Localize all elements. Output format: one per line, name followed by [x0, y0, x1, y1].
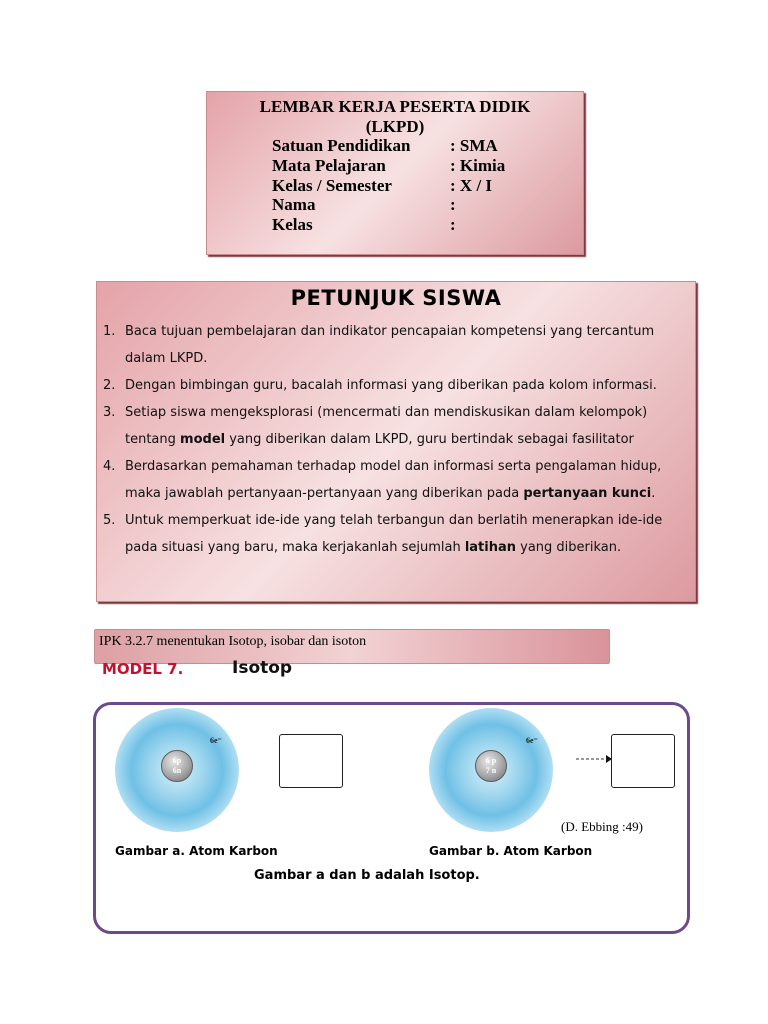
source-citation: (D. Ebbing :49): [561, 819, 643, 834]
lkpd-header-box: [206, 91, 584, 255]
item-text-bold: model: [180, 432, 226, 447]
model-label: MODEL 7.: [102, 660, 184, 678]
instructions-list: [103, 318, 688, 561]
atom-a-nucleus: [161, 750, 193, 782]
isotope-statement: Gambar a dan b adalah Isotop.: [254, 868, 480, 883]
header-row-mapel: [272, 156, 505, 176]
lkpd-subtitle: (LKPD): [365, 117, 425, 136]
item-text-post: .: [651, 486, 656, 501]
arrow-icon: [574, 752, 614, 766]
item-number: 2.: [103, 378, 116, 393]
header-row-kelas: [272, 215, 456, 235]
item-number: 1.: [103, 324, 116, 339]
atom-b-electron-cloud: [429, 708, 553, 832]
ipk-bar: IPK 3.2.7 menentukan Isotop, isobar dan isoton: [94, 629, 610, 664]
atom-b-answer-box[interactable]: [611, 734, 675, 788]
header-row-nama: [272, 195, 456, 215]
row-label: Kelas / Semester: [272, 176, 392, 195]
item-text-bold: pertanyaan kunci: [523, 486, 652, 501]
row-label: Kelas: [272, 215, 313, 234]
atom-a-answer-box[interactable]: [279, 734, 343, 788]
item-text-pre: Setiap siswa mengeksplorasi (mencermati dan mendiskusikan dalam kelompok) tentang: [125, 405, 648, 447]
item-text: Dengan bimbingan guru, bacalah informasi yang diberikan pada kolom informasi.: [125, 378, 657, 393]
nucleus-protons: 6p: [172, 756, 182, 765]
instructions-title: PETUNJUK SISWA: [290, 286, 502, 310]
atom-b-caption: Gambar b. Atom Karbon: [429, 844, 593, 858]
nucleus-neutrons: 6n: [172, 766, 182, 775]
row-value: :: [450, 195, 456, 214]
instruction-item: [103, 318, 688, 372]
model-topic: Isotop: [232, 658, 293, 678]
atom-a-electron-cloud: [115, 708, 239, 832]
row-label: Satuan Pendidikan: [272, 136, 411, 155]
lkpd-title: LEMBAR KERJA PESERTA DIDIK: [259, 97, 531, 116]
header-row-satuan: [272, 136, 498, 156]
row-value: : Kimia: [450, 156, 506, 175]
atom-b-nucleus: [475, 750, 507, 782]
atom-a-caption: Gambar a. Atom Karbon: [115, 844, 278, 858]
row-value: :: [450, 215, 456, 234]
item-text-post: yang diberikan dalam LKPD, guru bertindak sebagai fasilitator: [225, 432, 634, 447]
nucleus-protons: 6 p: [485, 756, 497, 765]
instruction-item: [103, 399, 688, 453]
instruction-item: [103, 372, 688, 399]
row-value: : X / I: [450, 176, 493, 195]
instruction-item: [103, 453, 688, 507]
item-number: 5.: [103, 513, 116, 528]
instruction-item: [103, 507, 688, 561]
nucleus-neutrons: 7 n: [485, 766, 497, 775]
atom-b-electron-count: 6e⁻: [526, 736, 538, 745]
item-text-pre: Untuk memperkuat ide-ide yang telah terbangun dan berlatih menerapkan ide-ide pada situasi yang baru, maka kerjakanlah sejumlah: [125, 513, 663, 555]
item-text-bold: latihan: [464, 540, 517, 555]
header-row-kelas-semester: [272, 176, 492, 196]
item-text-post: yang diberikan.: [516, 540, 622, 555]
row-value: : SMA: [450, 136, 498, 155]
row-label: Nama: [272, 195, 316, 214]
item-number: 3.: [103, 405, 116, 420]
item-text: Baca tujuan pembelajaran dan indikator pencapaian kompetensi yang tercantum dalam LKPD.: [125, 324, 655, 366]
atom-a-electron-count: 6e⁻: [210, 736, 222, 745]
instructions-box: [96, 281, 696, 602]
row-label: Mata Pelajaran: [272, 156, 386, 175]
item-number: 4.: [103, 459, 116, 474]
item-text-pre: Berdasarkan pemahaman terhadap model dan informasi serta pengalaman hidup, maka jawablah pertanyaan-pertanyaan yang diberikan pada: [125, 459, 662, 501]
